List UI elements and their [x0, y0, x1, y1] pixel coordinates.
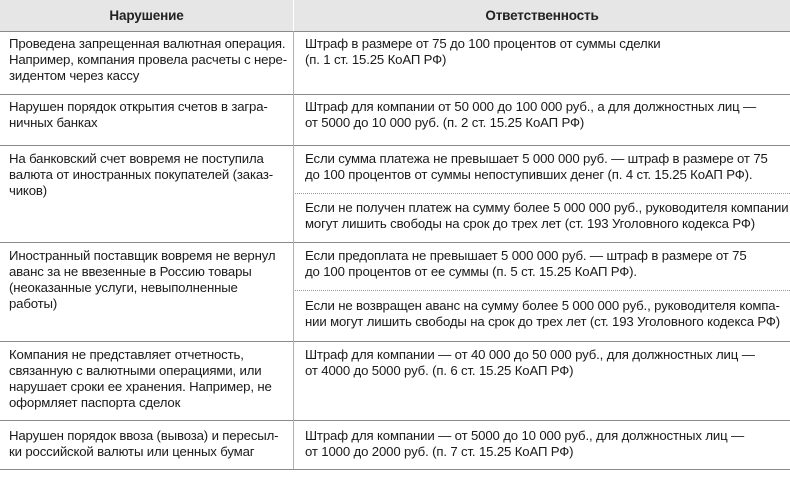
table-row-3-responsibility-1: Если сумма платежа не превышает 5 000 000 руб. — штраф в размере от 75 до 100 процентов от суммы непоступивших денег (п. 4 ст. 15.25 КоАП РФ). [305, 151, 768, 182]
cell-divider [293, 290, 790, 291]
table-row-4-responsibility-2: Если не возвращен аванс на сумму более 5 000 000 руб., руководителя компа- нии могут лишить свободы на срок до трех лет (ст. 193 Уголовного кодекса РФ) [305, 298, 781, 329]
header-divider [293, 0, 294, 31]
row-divider [0, 341, 790, 342]
header-violation: Нарушение [109, 8, 184, 23]
cell-divider [293, 193, 790, 194]
table-row-6-violation: Нарушен порядок ввоза (вывоза) и пересыл- ки российской валюты или ценных бумаг [9, 428, 279, 459]
table-bottom-border [0, 469, 790, 470]
column-divider [293, 31, 294, 469]
row-divider [0, 242, 790, 243]
table-row-6-responsibility: Штраф для компании — от 5000 до 10 000 руб., для должностных лиц — от 1000 до 2000 руб. (п. 7 ст. 15.25 КоАП РФ) [305, 428, 745, 459]
table-row-1-violation: Проведена запрещенная валютная операция. Например, компания провела расчеты с нере- зидентом через кассу [9, 36, 287, 83]
table-header [0, 0, 790, 31]
row-divider [0, 31, 790, 32]
row-divider [0, 94, 790, 95]
table-row-5-responsibility: Штраф для компании — от 40 000 до 50 000 руб., для должностных лиц — от 4000 до 5000 руб. (п. 6 ст. 15.25 КоАП РФ) [305, 347, 755, 378]
table-row-4-responsibility-1: Если предоплата не превышает 5 000 000 руб. — штраф в размере от 75 до 100 процентов от ее суммы (п. 5 ст. 15.25 КоАП РФ). [305, 248, 747, 279]
row-divider [0, 420, 790, 421]
table-row-5-violation: Компания не представляет отчетность, связанную с валютными операциями, или нарушает сроки ее хранения. Например, не оформляет паспорта сделок [9, 347, 272, 410]
table-row-2-violation: Нарушен порядок открытия счетов в загра- ничных банках [9, 99, 268, 130]
header-responsibility: Ответственность [485, 8, 599, 23]
table-row-3-responsibility-2: Если не получен платеж на сумму более 5 000 000 руб., руководителя компании могут лишить свободы на срок до трех лет (ст. 193 Уголовного кодекса РФ) [305, 200, 789, 231]
table-row-3-violation: На банковский счет вовремя не поступила валюта от иностранных покупателей (заказ- чиков) [9, 151, 274, 198]
table-row-1-responsibility: Штраф в размере от 75 до 100 процентов от суммы сделки (п. 1 ст. 15.25 КоАП РФ) [305, 36, 661, 67]
table-row-4-violation: Иностранный поставщик вовремя не вернул аванс за не ввезенные в Россию товары (неоказанные услуги, невыполненные работы) [9, 248, 276, 311]
row-divider [0, 145, 790, 146]
table-row-2-responsibility: Штраф для компании от 50 000 до 100 000 руб., а для должностных лиц — от 5000 до 10 000 руб. (п. 2 ст. 15.25 КоАП РФ) [305, 99, 757, 130]
